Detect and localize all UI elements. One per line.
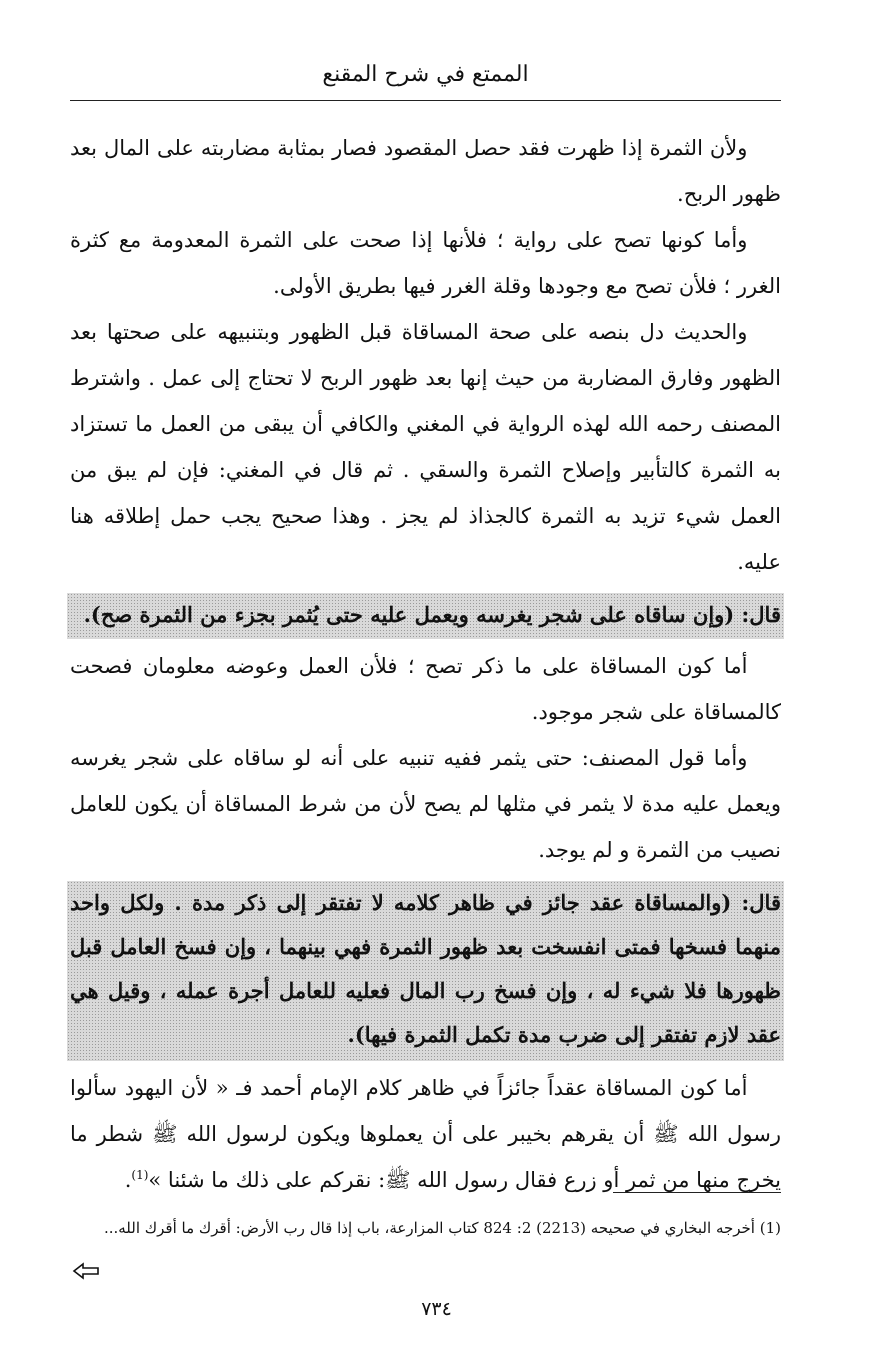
paragraph: والحديث دل بنصه على صحة المساقاة قبل الظهور وبتنبيهه على صحتها بعد الظهور وفارق المضاربة من حيث إنها بعد ظهور الربح لا تحتاج إلى عمل . واشترط المصنف رحمه الله لهذه الرواية في المغني والكافي أن يبقى من العمل ما تستزاد به الثمرة كالتأبير وإصلاح الثمرة والسقي . ثم قال في المغني: فإن لم يبق من العمل شيء تزيد به الثمرة كالجذاذ لم يجز . وهذا صحيح يجب حمل إطلاقه هنا عليه. [70,320,781,574]
page-number: ٧٣٤ [421,1298,452,1320]
highlighted-matn: قال: (وإن ساقاه على شجر يغرسه ويعمل عليه حتى يُثمر بجزء من الثمرة صح). [67,593,784,639]
footnote: (1) أخرجه البخاري في صحيحه (2213) 2: 824 كتاب المزارعة، باب إذا قال رب الأرض: أقرك ما أقرك الله... [103,1219,781,1237]
paragraph: ولأن الثمرة إذا ظهرت فقد حصل المقصود فصار بمثابة مضاربته على المال بعد ظهور الربح. [70,136,781,206]
paragraph: وأما كونها تصح على رواية ؛ فلأنها إذا صحت على الثمرة المعدومة مع كثرة الغرر ؛ فلأن تصح مع وجودها وقلة الغرر فيها بطريق الأولى. [70,228,781,298]
running-header [70,58,781,101]
paragraph: وأما قول المصنف: حتى يثمر ففيه تنبيه على أنه لو ساقاه على شجر يغرسه ويعمل عليه مدة لا يثمر في مثلها لم يصح لأن من شرط المساقاة أن يكون للعامل نصيب من الثمرة و لم يوجد. [70,746,781,862]
highlighted-matn: قال: (والمساقاة عقد جائز في ظاهر كلامه لا تفتقر إلى ذكر مدة . ولكل واحد منهما فسخها فمتى انفسخت بعد ظهور الثمرة فهي بينهما ، وإن فسخ العامل قبل ظهورها فلا شيء له ، وإن فسخ رب المال فعليه للعامل أجرة عمله ، وقيل هي عقد لازم تفتقر إلى ضرب مدة تكمل الثمرة فيها). [67,881,784,1061]
paragraph-text: أما كون المساقاة عقداً جائزاً في ظاهر كلام الإمام أحمد فـ « لأن اليهود سألوا رسول الله ﷺ أن يقرهم بخيبر على أن يعملوها ويكون لرسول الله ﷺ شطر ما يخرج منها من ثمر أو زرع فقال رسول الله ﷺ: نقركم على ذلك ما شئنا » [70,1076,781,1192]
paragraph-end: . [124,1168,132,1192]
main-text [70,125,781,1203]
footnote-marker[interactable]: (1) [131,1168,149,1182]
footnote-separator [613,1192,781,1193]
paragraph: أما كون المساقاة على ما ذكر تصح ؛ فلأن العمل وعوضه معلومان فصحت كالمساقاة على شجر موجود. [70,654,781,724]
arrow-left-outline-icon[interactable] [72,1262,100,1280]
book-title: الممتع في شرح المقنع [322,62,529,87]
paragraph [70,1065,781,1203]
